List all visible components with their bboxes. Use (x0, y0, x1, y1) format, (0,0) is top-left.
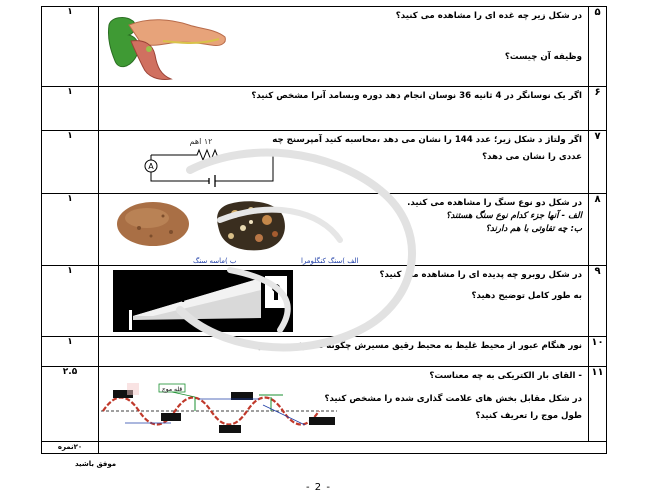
question-score: ۲.۵ (42, 367, 99, 442)
question-mark-icon: ? (180, 291, 187, 305)
question-text: طول موج را تعریف کنید؟ (475, 411, 582, 421)
rock-caption: ب )ماسه سنگ (193, 257, 237, 265)
question-text: در شکل زیر چه غده ای را مشاهده می کنید؟ (395, 11, 582, 21)
question-text: اگر یک نوسانگر در 4 ثانیه 36 نوسان انجام دهد دوره وبسامد آنرا مشخص کنید؟ (251, 91, 582, 101)
question-cell (99, 194, 589, 266)
question-score: ۱ (42, 266, 99, 337)
question-row-11 (42, 367, 607, 442)
question-score: ۱ (42, 194, 99, 266)
question-score: ۱ (42, 7, 99, 87)
question-score: ۱ (42, 87, 99, 131)
question-row-5 (42, 7, 607, 87)
circuit-diagram (137, 135, 277, 187)
question-text: اگر ولتاژ د شکل زیر؛ عدد 144 را نشان می دهد ،محاسبه کنید آمپرسنج چه (272, 135, 582, 145)
pancreas-image (101, 11, 231, 83)
question-text: وظیفه آن چیست؟ (504, 52, 582, 62)
question-cell (99, 337, 589, 367)
page-number: - 2 - (306, 482, 331, 493)
question-cell (99, 87, 589, 131)
question-number: ۱۰ (589, 337, 607, 367)
question-text: در شکل روبرو چه پدیده ای را مشاهده می کنید؟ (379, 270, 582, 280)
question-cell (99, 131, 589, 194)
question-number: ۸ (589, 194, 607, 266)
light-shadow-image (113, 270, 293, 332)
question-row-10 (42, 337, 607, 367)
exam-sheet (41, 6, 607, 455)
question-text: عددی را نشان می دهد؟ (482, 152, 582, 162)
question-cell (99, 7, 589, 87)
ammeter-label: A (148, 162, 154, 171)
question-row-8 (42, 194, 607, 266)
question-score: ۱ (42, 131, 99, 194)
question-text: به طور کامل توضیح دهید؟ (471, 291, 582, 301)
question-score: ۱ (42, 337, 99, 367)
question-text: نور هنگام عبور از محیط غلیظ به محیط رقیق مسیرش چگونه منحرف می شود؟ (249, 341, 582, 351)
resistor-label: ۱۲ اهم (189, 137, 213, 146)
wave-crest-tag: قله موج (161, 386, 183, 393)
question-text: در شکل دو نوع سنگ را مشاهده می کنید. (407, 198, 582, 208)
closing-text: موفق باشید (75, 460, 117, 468)
question-cell (99, 367, 589, 442)
question-number: ۷ (589, 131, 607, 194)
question-row-6 (42, 87, 607, 131)
question-number: ۹ (589, 266, 607, 337)
rock-images (111, 196, 359, 266)
question-number: ۶ (589, 87, 607, 131)
question-text: در شکل مقابل بخش های علامت گذاری شده را مشخص کنید؟ (324, 394, 582, 404)
question-text: - القای بار الکتریکی به چه معناست؟ (429, 371, 582, 381)
question-text: الف - آنها جزء کدام نوع سنگ هستند؟ (445, 211, 582, 221)
rock-caption: الف )سنگ کنگلومرا (301, 257, 359, 265)
wave-diagram (99, 383, 339, 441)
question-cell (99, 266, 589, 337)
total-row (42, 442, 607, 454)
question-row-7 (42, 131, 607, 194)
question-number: ۱۱ (589, 367, 607, 442)
question-text: ب: چه تفاوتی با هم دارند؟ (485, 224, 582, 234)
question-row-9 (42, 266, 607, 337)
question-number: ۵ (589, 7, 607, 87)
question-table (41, 6, 607, 454)
total-score: ۲۰نمره (42, 442, 99, 454)
total-spacer (99, 442, 607, 454)
